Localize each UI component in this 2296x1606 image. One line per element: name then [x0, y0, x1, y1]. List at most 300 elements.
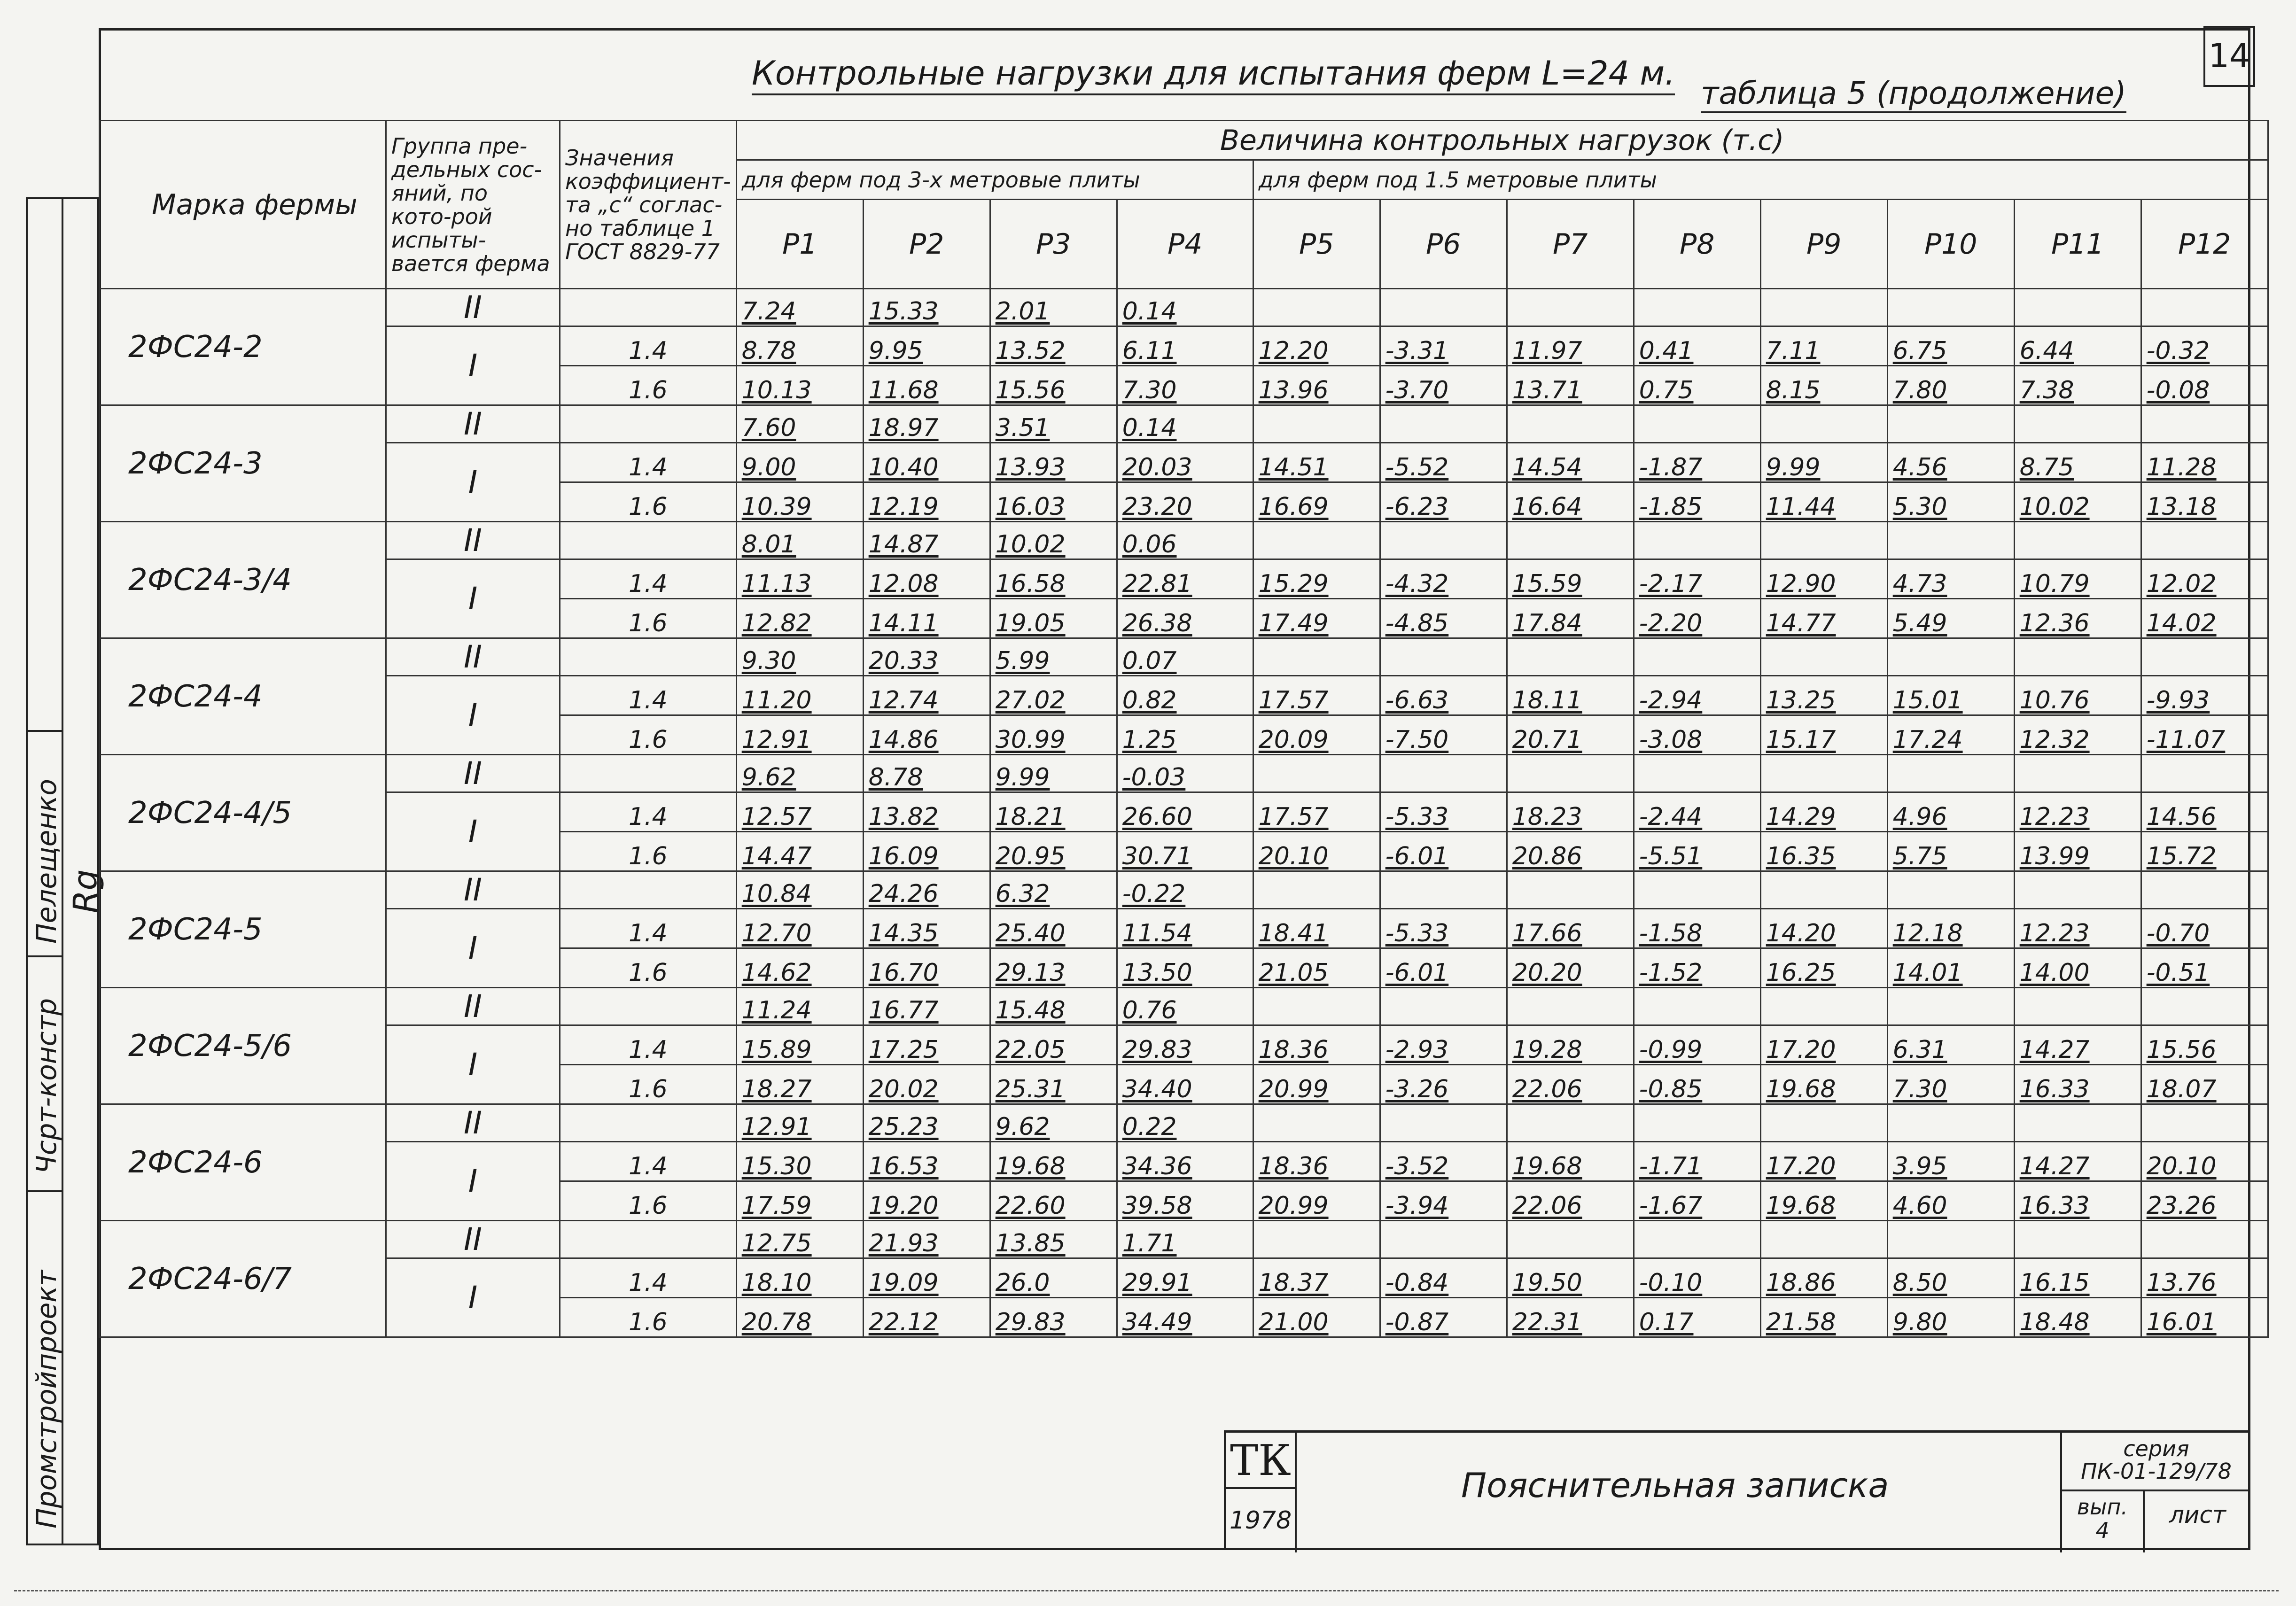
load-cell-p12 — [2141, 988, 2268, 1025]
load-cell-p7 — [1507, 405, 1634, 443]
load-cell-p8: -1.58 — [1634, 909, 1760, 948]
load-cell-p7: 18.11 — [1507, 676, 1634, 715]
load-cell-p7: 22.06 — [1507, 1181, 1634, 1221]
load-cell-p8: -2.94 — [1634, 676, 1760, 715]
table-row — [100, 1142, 2268, 1181]
coef-cell: 1.6 — [560, 1065, 737, 1104]
limit-state-group-1: I — [386, 1142, 560, 1221]
load-cell-p7: 19.50 — [1507, 1258, 1634, 1298]
load-cell-p8: 0.41 — [1634, 326, 1760, 366]
load-cell-p11 — [2014, 405, 2141, 443]
truss-mark: 2ФС24-3/4 — [100, 522, 386, 638]
load-cell-p1: 11.20 — [736, 676, 863, 715]
coef-cell: 1.4 — [560, 1142, 737, 1181]
load-cell-p9: 17.20 — [1760, 1025, 1887, 1065]
load-cell-p11: 10.76 — [2014, 676, 2141, 715]
load-cell-p12: 23.26 — [2141, 1181, 2268, 1221]
load-cell-p6: -3.52 — [1380, 1142, 1507, 1181]
load-cell-p5 — [1253, 988, 1380, 1025]
load-cell-p11: 10.02 — [2014, 482, 2141, 522]
load-cell-p4: 29.83 — [1117, 1025, 1253, 1065]
load-cell-p12: 11.28 — [2141, 443, 2268, 482]
load-cell-p3: 22.05 — [990, 1025, 1117, 1065]
load-cell-p1: 8.01 — [736, 522, 863, 559]
load-cell-p2: 12.74 — [863, 676, 990, 715]
header-p1: P1 — [736, 200, 863, 289]
load-cell-p6: -3.94 — [1380, 1181, 1507, 1221]
load-cell-p2: 24.26 — [863, 871, 990, 909]
load-cell-p2: 19.20 — [863, 1181, 990, 1221]
load-cell-p5: 18.36 — [1253, 1142, 1380, 1181]
load-cell-p4: 23.20 — [1117, 482, 1253, 522]
load-cell-p1: 15.30 — [736, 1142, 863, 1181]
load-cell-p10: 5.30 — [1887, 482, 2014, 522]
load-cell-p7 — [1507, 1104, 1634, 1142]
load-cell-p4: 6.11 — [1117, 326, 1253, 366]
load-cell-p7: 16.64 — [1507, 482, 1634, 522]
load-cell-p2: 18.97 — [863, 405, 990, 443]
coef-cell: 1.6 — [560, 366, 737, 405]
load-cell-p1: 12.57 — [736, 792, 863, 832]
load-cell-p5 — [1253, 522, 1380, 559]
limit-state-group-2: II — [386, 405, 560, 443]
side-stamp-dept: Чсрт-констр — [31, 998, 62, 1174]
load-cell-p11: 10.79 — [2014, 559, 2141, 599]
load-cell-p11: 12.23 — [2014, 792, 2141, 832]
load-cell-p4: 26.38 — [1117, 599, 1253, 638]
limit-state-group-2: II — [386, 638, 560, 676]
header-p9: P9 — [1760, 200, 1887, 289]
load-cell-p10 — [1887, 522, 2014, 559]
table-row — [100, 871, 2268, 909]
load-cell-p5: 20.10 — [1253, 832, 1380, 871]
load-cell-p9: 15.17 — [1760, 715, 1887, 755]
loads-table — [99, 120, 2269, 1338]
load-cell-p12: 12.02 — [2141, 559, 2268, 599]
load-cell-p3: 19.05 — [990, 599, 1117, 638]
load-cell-p3: 9.62 — [990, 1104, 1117, 1142]
load-cell-p2: 16.70 — [863, 948, 990, 988]
load-cell-p3: 9.99 — [990, 755, 1117, 792]
table-row — [100, 559, 2268, 599]
truss-mark: 2ФС24-2 — [100, 289, 386, 405]
limit-state-group-1: I — [386, 792, 560, 871]
load-cell-p7: 20.71 — [1507, 715, 1634, 755]
header-load-value: Величина контрольных нагрузок (т.с) — [736, 121, 2268, 160]
load-cell-p6 — [1380, 289, 1507, 326]
load-cell-p5: 17.57 — [1253, 792, 1380, 832]
load-cell-p12: -0.70 — [2141, 909, 2268, 948]
load-cell-p7: 20.20 — [1507, 948, 1634, 988]
page-number: 14 — [2203, 26, 2255, 87]
load-cell-p5: 14.51 — [1253, 443, 1380, 482]
truss-mark: 2ФС24-6/7 — [100, 1221, 386, 1337]
load-cell-p7: 17.84 — [1507, 599, 1634, 638]
load-cell-p7: 22.06 — [1507, 1065, 1634, 1104]
header-p2: P2 — [863, 200, 990, 289]
header-mark: Марка фермы — [100, 121, 386, 289]
load-cell-p10: 4.73 — [1887, 559, 2014, 599]
load-cell-p9: 19.68 — [1760, 1065, 1887, 1104]
load-cell-p6: -0.87 — [1380, 1298, 1507, 1337]
load-cell-p5: 18.37 — [1253, 1258, 1380, 1298]
load-cell-p5: 17.57 — [1253, 676, 1380, 715]
load-cell-p5: 20.99 — [1253, 1181, 1380, 1221]
series-label: серия — [2123, 1436, 2189, 1461]
load-cell-p7: 19.68 — [1507, 1142, 1634, 1181]
load-cell-p3: 5.99 — [990, 638, 1117, 676]
coef-cell: 1.6 — [560, 599, 737, 638]
load-cell-p5: 20.09 — [1253, 715, 1380, 755]
load-cell-p1: 8.78 — [736, 326, 863, 366]
load-cell-p6: -7.50 — [1380, 715, 1507, 755]
header-p8: P8 — [1634, 200, 1760, 289]
load-cell-p9: 16.25 — [1760, 948, 1887, 988]
load-cell-p11: 13.99 — [2014, 832, 2141, 871]
load-cell-p11 — [2014, 1104, 2141, 1142]
side-stamp-cell-sign — [28, 199, 62, 732]
truss-mark: 2ФС24-4/5 — [100, 755, 386, 871]
load-cell-p2: 15.33 — [863, 289, 990, 326]
coef-cell: 1.6 — [560, 832, 737, 871]
side-stamp-org: Промстройпроект — [31, 1270, 62, 1528]
table-row — [100, 638, 2268, 676]
title-block — [1224, 1430, 2248, 1550]
load-cell-p9 — [1760, 1104, 1887, 1142]
coef-cell: 1.4 — [560, 443, 737, 482]
load-cell-p6: -4.85 — [1380, 599, 1507, 638]
load-cell-p9: 18.86 — [1760, 1258, 1887, 1298]
coef-cell: 1.4 — [560, 909, 737, 948]
load-cell-p2: 25.23 — [863, 1104, 990, 1142]
load-cell-p12 — [2141, 638, 2268, 676]
load-cell-p10: 3.95 — [1887, 1142, 2014, 1181]
header-p6: P6 — [1380, 200, 1507, 289]
load-cell-p4: 30.71 — [1117, 832, 1253, 871]
load-cell-p2: 16.53 — [863, 1142, 990, 1181]
load-cell-p6: -6.01 — [1380, 948, 1507, 988]
load-cell-p8: -5.51 — [1634, 832, 1760, 871]
load-cell-p6: -0.84 — [1380, 1258, 1507, 1298]
load-cell-p1: 18.10 — [736, 1258, 863, 1298]
coef-cell — [560, 638, 737, 676]
load-cell-p5 — [1253, 638, 1380, 676]
load-cell-p3: 10.02 — [990, 522, 1117, 559]
load-cell-p8: -1.71 — [1634, 1142, 1760, 1181]
load-cell-p4: 11.54 — [1117, 909, 1253, 948]
load-cell-p2: 20.02 — [863, 1065, 990, 1104]
load-cell-p10: 4.96 — [1887, 792, 2014, 832]
load-cell-p3: 18.21 — [990, 792, 1117, 832]
load-cell-p3: 25.31 — [990, 1065, 1117, 1104]
load-cell-p4: 34.36 — [1117, 1142, 1253, 1181]
load-cell-p7: 22.31 — [1507, 1298, 1634, 1337]
table-row — [100, 909, 2268, 948]
load-cell-p6 — [1380, 1221, 1507, 1258]
coef-cell: 1.4 — [560, 792, 737, 832]
load-cell-p7: 20.86 — [1507, 832, 1634, 871]
load-cell-p3: 25.40 — [990, 909, 1117, 948]
load-cell-p5 — [1253, 289, 1380, 326]
load-cell-p2: 16.09 — [863, 832, 990, 871]
coef-cell — [560, 1104, 737, 1142]
load-cell-p5 — [1253, 1221, 1380, 1258]
load-cell-p6: -3.31 — [1380, 326, 1507, 366]
load-cell-p4: 22.81 — [1117, 559, 1253, 599]
header-3m-slabs: для ферм под 3-х метровые плиты — [736, 160, 1253, 200]
truss-mark: 2ФС24-5/6 — [100, 988, 386, 1104]
truss-mark: 2ФС24-6 — [100, 1104, 386, 1221]
load-cell-p4: 1.25 — [1117, 715, 1253, 755]
header-p10: P10 — [1887, 200, 2014, 289]
load-cell-p9 — [1760, 1221, 1887, 1258]
load-cell-p8: -0.10 — [1634, 1258, 1760, 1298]
header-group: Группа пре-дельных сос-яний, по кото-рой испыты-вается ферма — [386, 121, 560, 289]
load-cell-p6 — [1380, 1104, 1507, 1142]
load-cell-p9 — [1760, 522, 1887, 559]
load-cell-p12: 14.02 — [2141, 599, 2268, 638]
load-cell-p8: -2.44 — [1634, 792, 1760, 832]
load-cell-p10 — [1887, 289, 2014, 326]
load-cell-p10 — [1887, 1221, 2014, 1258]
table-row — [100, 676, 2268, 715]
load-cell-p10: 14.01 — [1887, 948, 2014, 988]
load-cell-p7 — [1507, 755, 1634, 792]
table-row — [100, 1221, 2268, 1258]
load-cell-p7: 18.23 — [1507, 792, 1634, 832]
load-cell-p6: -6.23 — [1380, 482, 1507, 522]
load-cell-p2: 14.35 — [863, 909, 990, 948]
load-cell-p8: -2.17 — [1634, 559, 1760, 599]
load-cell-p10: 17.24 — [1887, 715, 2014, 755]
load-cell-p9: 14.77 — [1760, 599, 1887, 638]
load-cell-p2: 14.86 — [863, 715, 990, 755]
side-stamp — [26, 197, 105, 1545]
title-block-series — [2060, 1433, 2250, 1491]
load-cell-p12 — [2141, 405, 2268, 443]
load-cell-p8: -0.85 — [1634, 1065, 1760, 1104]
truss-mark: 2ФС24-3 — [100, 405, 386, 522]
load-cell-p12: -0.51 — [2141, 948, 2268, 988]
load-cell-p9 — [1760, 755, 1887, 792]
load-cell-p2: 10.40 — [863, 443, 990, 482]
load-cell-p10: 12.18 — [1887, 909, 2014, 948]
load-cell-p1: 17.59 — [736, 1181, 863, 1221]
load-cell-p8 — [1634, 755, 1760, 792]
page-title: Контрольные нагрузки для испытания ферм L=24 м. — [752, 54, 1675, 95]
load-cell-p6: -2.93 — [1380, 1025, 1507, 1065]
load-cell-p3: 13.85 — [990, 1221, 1117, 1258]
load-cell-p10: 4.60 — [1887, 1181, 2014, 1221]
load-cell-p6: -6.01 — [1380, 832, 1507, 871]
title-block-list: лист — [2169, 1501, 2226, 1528]
load-cell-p3: 29.83 — [990, 1298, 1117, 1337]
table-row — [100, 1104, 2268, 1142]
header-p12: P12 — [2141, 200, 2268, 289]
load-cell-p11: 18.48 — [2014, 1298, 2141, 1337]
load-cell-p7 — [1507, 522, 1634, 559]
table-row — [100, 792, 2268, 832]
load-cell-p4: 0.82 — [1117, 676, 1253, 715]
load-cell-p8: -0.99 — [1634, 1025, 1760, 1065]
coef-cell — [560, 1221, 737, 1258]
load-cell-p9: 8.15 — [1760, 366, 1887, 405]
load-cell-p7 — [1507, 289, 1634, 326]
load-cell-p9: 17.20 — [1760, 1142, 1887, 1181]
load-cell-p11: 6.44 — [2014, 326, 2141, 366]
coef-cell: 1.6 — [560, 1298, 737, 1337]
load-cell-p9: 12.90 — [1760, 559, 1887, 599]
load-cell-p8: -1.87 — [1634, 443, 1760, 482]
table-row — [100, 443, 2268, 482]
coef-cell: 1.6 — [560, 1181, 737, 1221]
load-cell-p4: 34.49 — [1117, 1298, 1253, 1337]
load-cell-p11: 14.27 — [2014, 1025, 2141, 1065]
load-cell-p6: -5.33 — [1380, 909, 1507, 948]
load-cell-p11 — [2014, 289, 2141, 326]
coef-cell: 1.4 — [560, 326, 737, 366]
title-block-doc-name: Пояснительная записка — [1461, 1466, 1889, 1505]
load-cell-p12 — [2141, 871, 2268, 909]
load-cell-p2: 17.25 — [863, 1025, 990, 1065]
load-cell-p11 — [2014, 638, 2141, 676]
coef-cell — [560, 755, 737, 792]
load-cell-p7: 15.59 — [1507, 559, 1634, 599]
load-cell-p1: 14.62 — [736, 948, 863, 988]
coef-cell: 1.4 — [560, 676, 737, 715]
load-cell-p5: 12.20 — [1253, 326, 1380, 366]
load-cell-p10: 9.80 — [1887, 1298, 2014, 1337]
limit-state-group-1: I — [386, 559, 560, 638]
load-cell-p1: 11.24 — [736, 988, 863, 1025]
load-cell-p2: 9.95 — [863, 326, 990, 366]
table-row — [100, 988, 2268, 1025]
load-cell-p10 — [1887, 1104, 2014, 1142]
table-row — [100, 1258, 2268, 1298]
load-cell-p1: 10.13 — [736, 366, 863, 405]
load-cell-p5 — [1253, 1104, 1380, 1142]
load-cell-p10: 7.30 — [1887, 1065, 2014, 1104]
load-cell-p9: 14.29 — [1760, 792, 1887, 832]
load-cell-p12: 13.76 — [2141, 1258, 2268, 1298]
load-cell-p11: 8.75 — [2014, 443, 2141, 482]
load-cell-p6 — [1380, 871, 1507, 909]
load-cell-p2: 12.19 — [863, 482, 990, 522]
load-cell-p5 — [1253, 405, 1380, 443]
load-cell-p3: 27.02 — [990, 676, 1117, 715]
load-cell-p12 — [2141, 289, 2268, 326]
load-cell-p2: 21.93 — [863, 1221, 990, 1258]
load-cell-p8 — [1634, 1221, 1760, 1258]
load-cell-p9: 21.58 — [1760, 1298, 1887, 1337]
load-cell-p5 — [1253, 755, 1380, 792]
limit-state-group-2: II — [386, 988, 560, 1025]
coef-cell — [560, 289, 737, 326]
limit-state-group-1: I — [386, 443, 560, 522]
load-cell-p2: 14.11 — [863, 599, 990, 638]
load-cell-p12 — [2141, 755, 2268, 792]
vyp-label: вып. — [2077, 1494, 2128, 1520]
limit-state-group-1: I — [386, 1258, 560, 1337]
load-cell-p3: 2.01 — [990, 289, 1117, 326]
load-cell-p7 — [1507, 871, 1634, 909]
load-cell-p11 — [2014, 871, 2141, 909]
load-cell-p4: -0.22 — [1117, 871, 1253, 909]
load-cell-p6: -5.52 — [1380, 443, 1507, 482]
load-cell-p1: 7.24 — [736, 289, 863, 326]
load-cell-p3: 22.60 — [990, 1181, 1117, 1221]
load-cell-p3: 16.58 — [990, 559, 1117, 599]
load-cell-p6: -3.70 — [1380, 366, 1507, 405]
load-cell-p9: 9.99 — [1760, 443, 1887, 482]
header-coef: Значения коэффициент-та „с“ соглас-но таблице 1 ГОСТ 8829-77 — [560, 121, 737, 289]
load-cell-p5: 20.99 — [1253, 1065, 1380, 1104]
limit-state-group-2: II — [386, 755, 560, 792]
load-cell-p4: 0.14 — [1117, 405, 1253, 443]
coef-cell: 1.4 — [560, 1258, 737, 1298]
header-p11: P11 — [2014, 200, 2141, 289]
load-cell-p9: 13.25 — [1760, 676, 1887, 715]
load-cell-p7: 11.97 — [1507, 326, 1634, 366]
title-block-tk: ТК — [1226, 1433, 1297, 1489]
header-p7: P7 — [1507, 200, 1634, 289]
load-cell-p6 — [1380, 522, 1507, 559]
load-cell-p3: 16.03 — [990, 482, 1117, 522]
load-cell-p8: 0.75 — [1634, 366, 1760, 405]
table-row — [100, 1025, 2268, 1065]
load-cell-p1: 7.60 — [736, 405, 863, 443]
load-cell-p3: 15.56 — [990, 366, 1117, 405]
load-cell-p8 — [1634, 405, 1760, 443]
load-cell-p4: 0.76 — [1117, 988, 1253, 1025]
load-cell-p2: 16.77 — [863, 988, 990, 1025]
truss-mark: 2ФС24-5 — [100, 871, 386, 988]
load-cell-p1: 12.75 — [736, 1221, 863, 1258]
load-cell-p2: 13.82 — [863, 792, 990, 832]
load-cell-p8: -1.67 — [1634, 1181, 1760, 1221]
header-15m-slabs: для ферм под 1.5 метровые плиты — [1253, 160, 2268, 200]
load-cell-p12: 20.10 — [2141, 1142, 2268, 1181]
load-cell-p9 — [1760, 638, 1887, 676]
truss-mark: 2ФС24-4 — [100, 638, 386, 755]
load-cell-p1: 9.30 — [736, 638, 863, 676]
load-cell-p9: 11.44 — [1760, 482, 1887, 522]
load-cell-p2: 20.33 — [863, 638, 990, 676]
coef-cell — [560, 522, 737, 559]
load-cell-p12: 18.07 — [2141, 1065, 2268, 1104]
load-cell-p8 — [1634, 1104, 1760, 1142]
load-cell-p11: 14.00 — [2014, 948, 2141, 988]
load-cell-p10 — [1887, 755, 2014, 792]
load-cell-p3: 13.52 — [990, 326, 1117, 366]
load-cell-p11: 16.33 — [2014, 1065, 2141, 1104]
load-cell-p6 — [1380, 988, 1507, 1025]
load-cell-p10: 6.31 — [1887, 1025, 2014, 1065]
table-subtitle: таблица 5 (продолжение) — [1701, 75, 2126, 113]
coef-cell: 1.6 — [560, 482, 737, 522]
load-cell-p4: 0.14 — [1117, 289, 1253, 326]
load-cell-p12: -11.07 — [2141, 715, 2268, 755]
load-cell-p3: 15.48 — [990, 988, 1117, 1025]
load-cell-p12: 14.56 — [2141, 792, 2268, 832]
load-cell-p11: 7.38 — [2014, 366, 2141, 405]
load-cell-p9: 16.35 — [1760, 832, 1887, 871]
coef-cell — [560, 988, 737, 1025]
load-cell-p4: 7.30 — [1117, 366, 1253, 405]
load-cell-p12: 13.18 — [2141, 482, 2268, 522]
load-cell-p5: 15.29 — [1253, 559, 1380, 599]
limit-state-group-2: II — [386, 1104, 560, 1142]
